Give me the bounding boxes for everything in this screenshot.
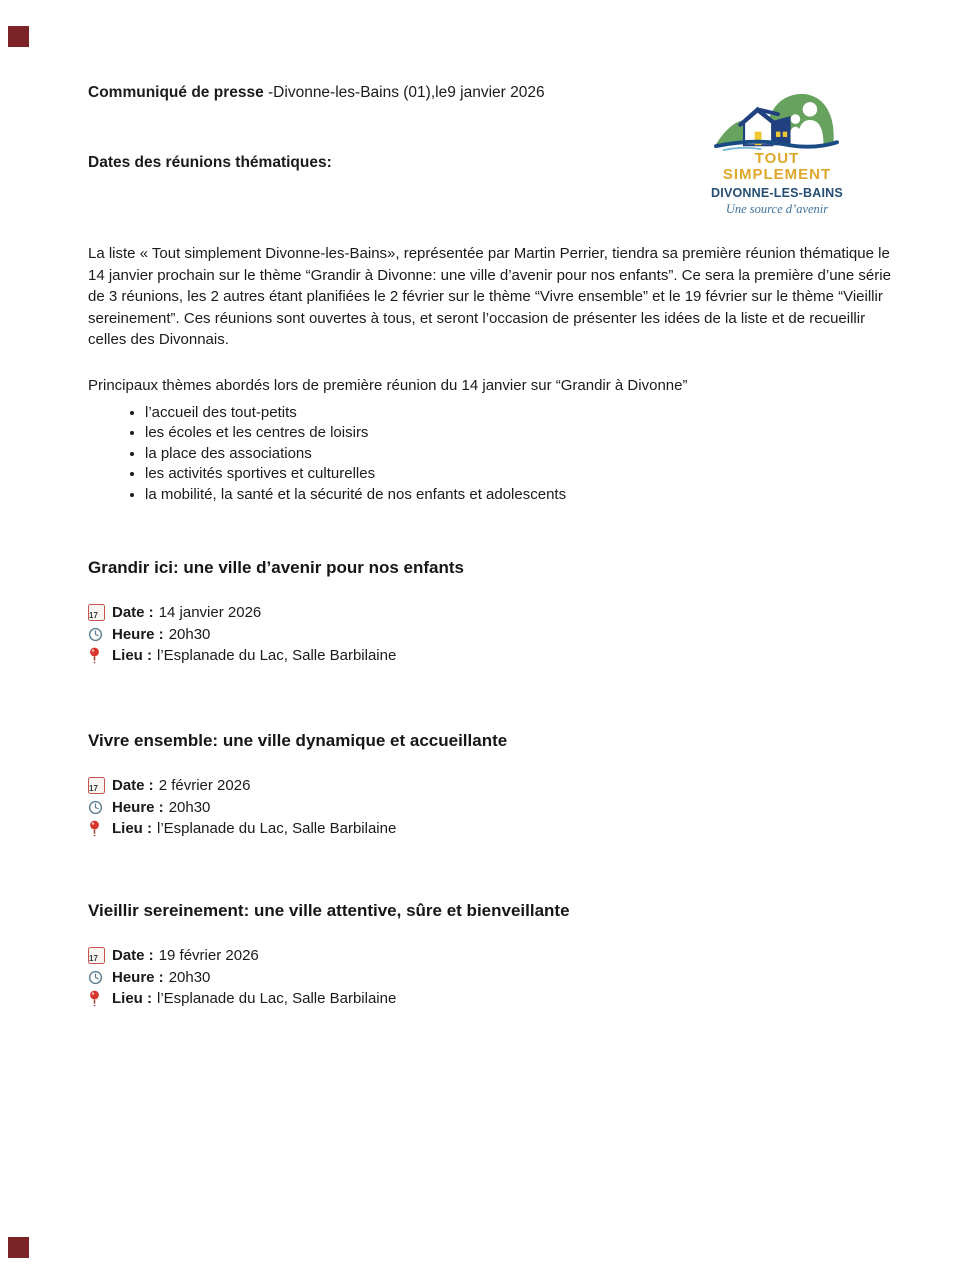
campaign-logo <box>707 89 847 216</box>
logo-text-divonne: DIVONNE-LES-BAINS <box>711 186 843 200</box>
place-value: l’Esplanade du Lac, Salle Barbilaine <box>157 990 397 1008</box>
event-title: Vieillir sereinement: une ville attentive, sûre et bienveillante <box>88 901 570 920</box>
themes-bullet-list <box>88 403 788 505</box>
themes-intro-line: Principaux thèmes abordés lors de première réunion du 14 janvier sur “Grandir à Divonne” <box>88 377 688 394</box>
time-value: 20h30 <box>168 798 211 816</box>
date-value: 19 février 2026 <box>158 947 259 965</box>
date-label: Date : <box>112 777 154 795</box>
logo-text-simplement: SIMPLEMENT <box>722 166 832 183</box>
clock-icon <box>88 800 105 815</box>
time-value: 20h30 <box>168 968 211 986</box>
bullet-item: • les activités sportives et culturelles <box>145 464 788 484</box>
clock-icon <box>88 970 105 985</box>
place-value: l’Esplanade du Lac, Salle Barbilaine <box>157 647 397 665</box>
intro-paragraph: La liste « Tout simplement Divonne-les-Bains», représentée par Martin Perrier, tiendra sa première réunion thématique le 14 janvier prochain sur le thème “Grandir à Divonne: une ville d’avenir pour nos enfants”. Ce sera la première d’une série de 3 réunions, les 2 autres étant planifiées le 2 février sur le thème “Vivre ensemble” et le 19 février sur le thème “Vieillir sereinement”. Ces réunions sont ouvertes à tous, et seront l’occasion de présenter les idées de la liste et de recueillir celles des Divonnais. <box>88 245 891 349</box>
time-label: Heure : <box>112 798 164 816</box>
date-label: Date : <box>112 604 154 622</box>
date-label: Date : <box>112 947 154 965</box>
calendar-icon: 17 <box>88 947 105 964</box>
event-date-row <box>88 945 908 967</box>
event-place-row <box>88 645 908 667</box>
event-place-row <box>88 988 908 1010</box>
event-section-grandir <box>88 558 908 667</box>
bullet-item: • l’accueil des tout-petits <box>145 403 788 423</box>
event-title: Grandir ici: une ville d’avenir pour nos enfants <box>88 558 464 577</box>
event-time-row <box>88 624 908 646</box>
document-title <box>88 84 545 102</box>
event-time-row <box>88 967 908 989</box>
corner-mark-top <box>8 26 29 47</box>
map-pin-icon <box>88 820 105 837</box>
map-pin-icon <box>88 647 105 664</box>
event-title: Vivre ensemble: une ville dynamique et accueillante <box>88 731 508 750</box>
place-label: Lieu : <box>112 647 152 665</box>
time-label: Heure : <box>112 968 164 986</box>
event-section-vivre <box>88 731 908 840</box>
document-title-bold: Communiqué de presse <box>88 84 264 101</box>
logo-illustration-icon <box>714 89 840 151</box>
bullet-item: • la place des associations <box>145 444 788 464</box>
event-date-row <box>88 775 908 797</box>
map-pin-icon <box>88 990 105 1007</box>
time-value: 20h30 <box>168 625 211 643</box>
logo-tagline: Une source d’avenir <box>725 202 829 216</box>
event-place-row <box>88 818 908 840</box>
corner-mark-bottom <box>8 1237 29 1258</box>
date-value: 14 janvier 2026 <box>158 604 262 622</box>
time-label: Heure : <box>112 625 164 643</box>
calendar-icon: 17 <box>88 604 105 621</box>
bullet-item: • les écoles et les centres de loisirs <box>145 423 788 443</box>
calendar-icon: 17 <box>88 777 105 794</box>
place-label: Lieu : <box>112 820 152 838</box>
logo-text-tout: TOUT <box>754 150 800 167</box>
place-label: Lieu : <box>112 990 152 1008</box>
date-value: 2 février 2026 <box>158 777 251 795</box>
document-title-rest: -Divonne-les-Bains (01),le9 janvier 2026 <box>263 84 545 101</box>
event-section-vieillir <box>88 901 908 1010</box>
bullet-item: • la mobilité, la santé et la sécurité de nos enfants et adolescents <box>145 485 788 505</box>
clock-icon <box>88 627 105 642</box>
place-value: l’Esplanade du Lac, Salle Barbilaine <box>157 820 397 838</box>
event-date-row <box>88 602 908 624</box>
section-heading-dates: Dates des réunions thématiques: <box>88 154 332 171</box>
event-time-row <box>88 797 908 819</box>
